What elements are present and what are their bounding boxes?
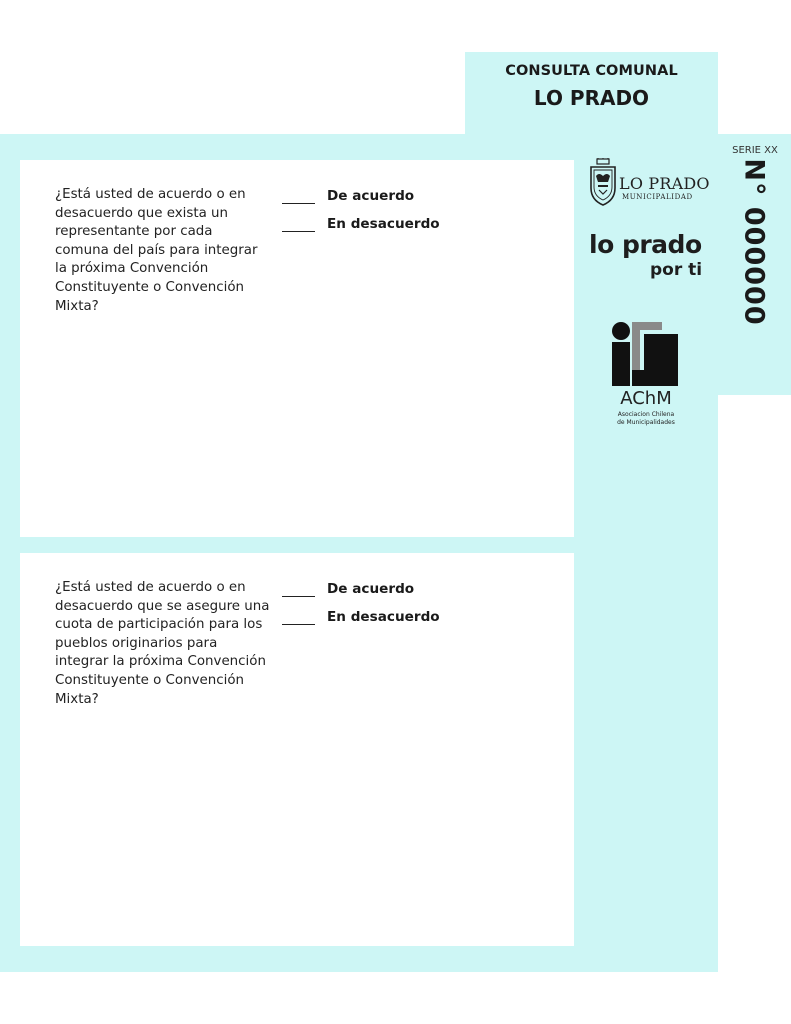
question-panel-1: [20, 160, 574, 537]
consultation-title: CONSULTA COMUNAL: [505, 63, 678, 79]
municipality-name: LO PRADO: [619, 174, 710, 193]
option-label: De acuerdo: [327, 188, 415, 204]
option-label: En desacuerdo: [327, 609, 440, 625]
brand-logo-line1: lo prado: [589, 230, 702, 259]
achm-subtitle-line2: de Municipalidades: [617, 418, 675, 426]
option-agree-1[interactable]: [282, 188, 414, 204]
achm-subtitle: [596, 411, 696, 426]
municipality-subtitle: MUNICIPALIDAD: [622, 193, 693, 201]
achm-name: AChM: [620, 388, 672, 409]
commune-title: LO PRADO: [533, 86, 650, 110]
mark-line[interactable]: [282, 219, 315, 232]
mark-line[interactable]: [282, 191, 315, 204]
option-agree-2[interactable]: [282, 581, 414, 597]
achm-subtitle-line1: Asociacion Chilena: [617, 411, 675, 418]
question-text-1: ¿Está usted de acuerdo o en desacuerdo que exista un representante por cada comuna del país para integrar la próxima Convención Constituyente o Convención Mixta?: [55, 187, 258, 314]
achm-logo-icon: [610, 320, 680, 388]
ballot-number: N° 000000: [738, 158, 770, 326]
option-disagree-2[interactable]: [282, 609, 440, 625]
option-disagree-1[interactable]: [282, 216, 440, 232]
brand-logo-line2: por ti: [650, 260, 703, 280]
question-text-2: ¿Está usted de acuerdo o en desacuerdo que se asegure una cuota de participación para los pueblos originarios para integrar la próxima Convención Constituyente o Convención Mixta?: [55, 580, 270, 707]
mark-line[interactable]: [282, 612, 315, 625]
serie-label: SERIE XX: [732, 145, 778, 156]
mark-line[interactable]: [282, 584, 315, 597]
municipal-crest-icon: [588, 158, 618, 208]
option-label: De acuerdo: [327, 581, 415, 597]
option-label: En desacuerdo: [327, 216, 440, 232]
question-panel-2: [20, 553, 574, 946]
